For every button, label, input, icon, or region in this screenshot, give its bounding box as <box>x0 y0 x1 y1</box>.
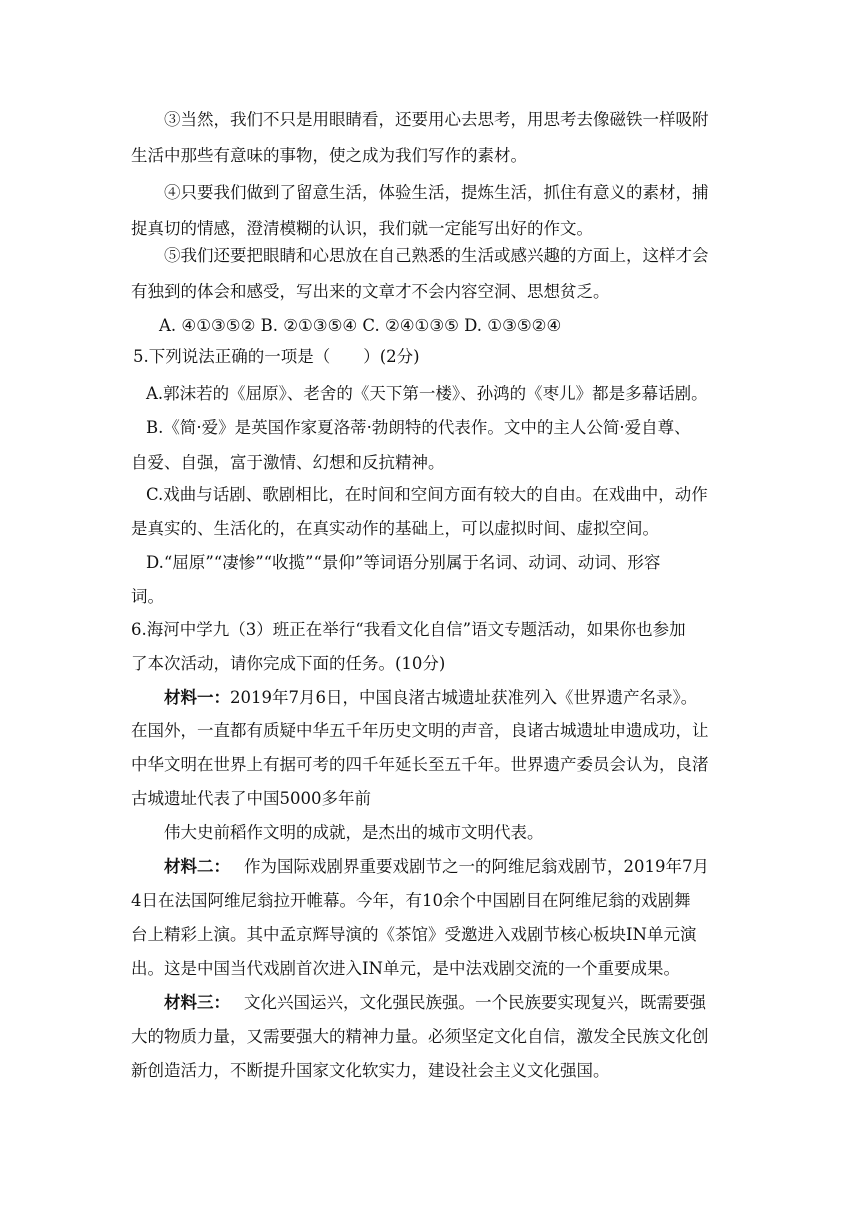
paragraph-4-line-2: 捉真切的情感，澄清模糊的认识，我们就一定能写出好的作文。 <box>131 219 593 238</box>
material-2-label: 材料二： <box>164 857 230 876</box>
material-3-text: 文化兴国运兴，文化强民族强。一个民族要实现复兴，既需要强 <box>244 993 706 1012</box>
question-5-option-d-line-2: 词。 <box>131 587 164 606</box>
question-6-stem-line-2: 了本次活动，请你完成下面的任务。(10分) <box>131 654 446 673</box>
question-5-option-a: A.郭沫若的《屈原》、老舍的《天下第一楼》、孙鸿的《枣儿》都是多幕话剧。 <box>146 384 708 403</box>
question-5-stem: 5.下列说法正确的一项是（ ）(2分) <box>133 347 420 366</box>
paragraph-4-line-1: ④只要我们做到了留意生活，体验生活，提炼生活，抓住有意义的素材，捕 <box>164 183 709 202</box>
paragraph-3-line-2: 生活中那些有意味的事物，使之成为我们写作的素材。 <box>131 146 527 165</box>
question-5-option-b-line-2: 自爱、自强，富于激情、幻想和反抗精神。 <box>131 453 445 472</box>
material-2-line-3: 台上精彩上演。其中孟京辉导演的《茶馆》受邀进入戏剧节核心板块IN单元演 <box>131 925 697 944</box>
question-6-stem-line-1: 6.海河中学九（3）班正在举行“我看文化自信”语文专题活动，如果你也参加 <box>131 620 686 639</box>
material-3-line-3: 新创造活力，不断提升国家文化软实力，建设社会主义文化强国。 <box>131 1061 610 1080</box>
material-2-text: 作为国际戏剧界重要戏剧节之一的阿维尼翁戏剧节，2019年7月 <box>244 857 709 876</box>
material-3-label: 材料三： <box>164 993 230 1012</box>
material-1-line-3: 中华文明在世界上有据可考的四千年延长至五千年。世界遗产委员会认为，良渚 <box>131 755 709 774</box>
material-1-text: 2019年7月6日，中国良渚古城遗址获准列入《世界遗产名录》。 <box>230 688 698 707</box>
paragraph-5-line-1: ⑤我们还要把眼睛和心思放在自己熟悉的生活或感兴趣的方面上，这样才会 <box>164 246 709 265</box>
material-1-label: 材料一： <box>164 688 230 707</box>
material-2-line-2: 4日在法国阿维尼翁拉开帷幕。今年，有10余个中国剧目在阿维尼翁的戏剧舞 <box>131 891 691 910</box>
material-3-line-1 <box>164 993 706 1013</box>
question-5-option-c-line-1: C.戏曲与话剧、歌剧相比，在时间和空间方面有较大的自由。在戏曲中，动作 <box>146 485 708 504</box>
material-1-line-2: 在国外，一直都有质疑中华五千年历史文明的声音，良诸古城遗址申遗成功，让 <box>131 721 709 740</box>
question-5-option-b-line-1: B.《简·爱》是英国作家夏洛蒂·勃朗特的代表作。文中的主人公简·爱自尊、 <box>146 418 691 437</box>
paragraph-3-line-1: ③当然，我们不只是用眼睛看，还要用心去思考，用思考去像磁铁一样吸附 <box>164 110 709 129</box>
material-1-line-4: 古城遗址代表了中国5000多年前 <box>131 789 371 808</box>
material-2-line-1 <box>164 857 709 877</box>
material-1-line-1 <box>164 688 697 708</box>
question-5-option-d-line-1: D.“屈原”“凄惨”“收揽”“景仰”等词语分别属于名词、动词、动词、形容 <box>146 553 661 572</box>
paragraph-5-line-2: 有独到的体会和感受，写出来的文章才不会内容空洞、思想贫乏。 <box>131 282 610 301</box>
question-5-option-c-line-2: 是真实的、生活化的，在真实动作的基础上，可以虚拟时间、虚拟空间。 <box>131 519 659 538</box>
material-2-line-4: 出。这是中国当代戏剧首次进入IN单元，是中法戏剧交流的一个重要成果。 <box>131 959 680 978</box>
material-3-line-2: 大的物质力量，又需要强大的精神力量。必须坚定文化自信，激发全民族文化创 <box>131 1027 709 1046</box>
material-1-line-5: 伟大史前稻作文明的成就，是杰出的城市文明代表。 <box>164 823 544 842</box>
question-4-options: A. ④①③⑤② B. ②①③⑤④ C. ②④①③⑤ D. ①③⑤②④ <box>159 316 562 335</box>
